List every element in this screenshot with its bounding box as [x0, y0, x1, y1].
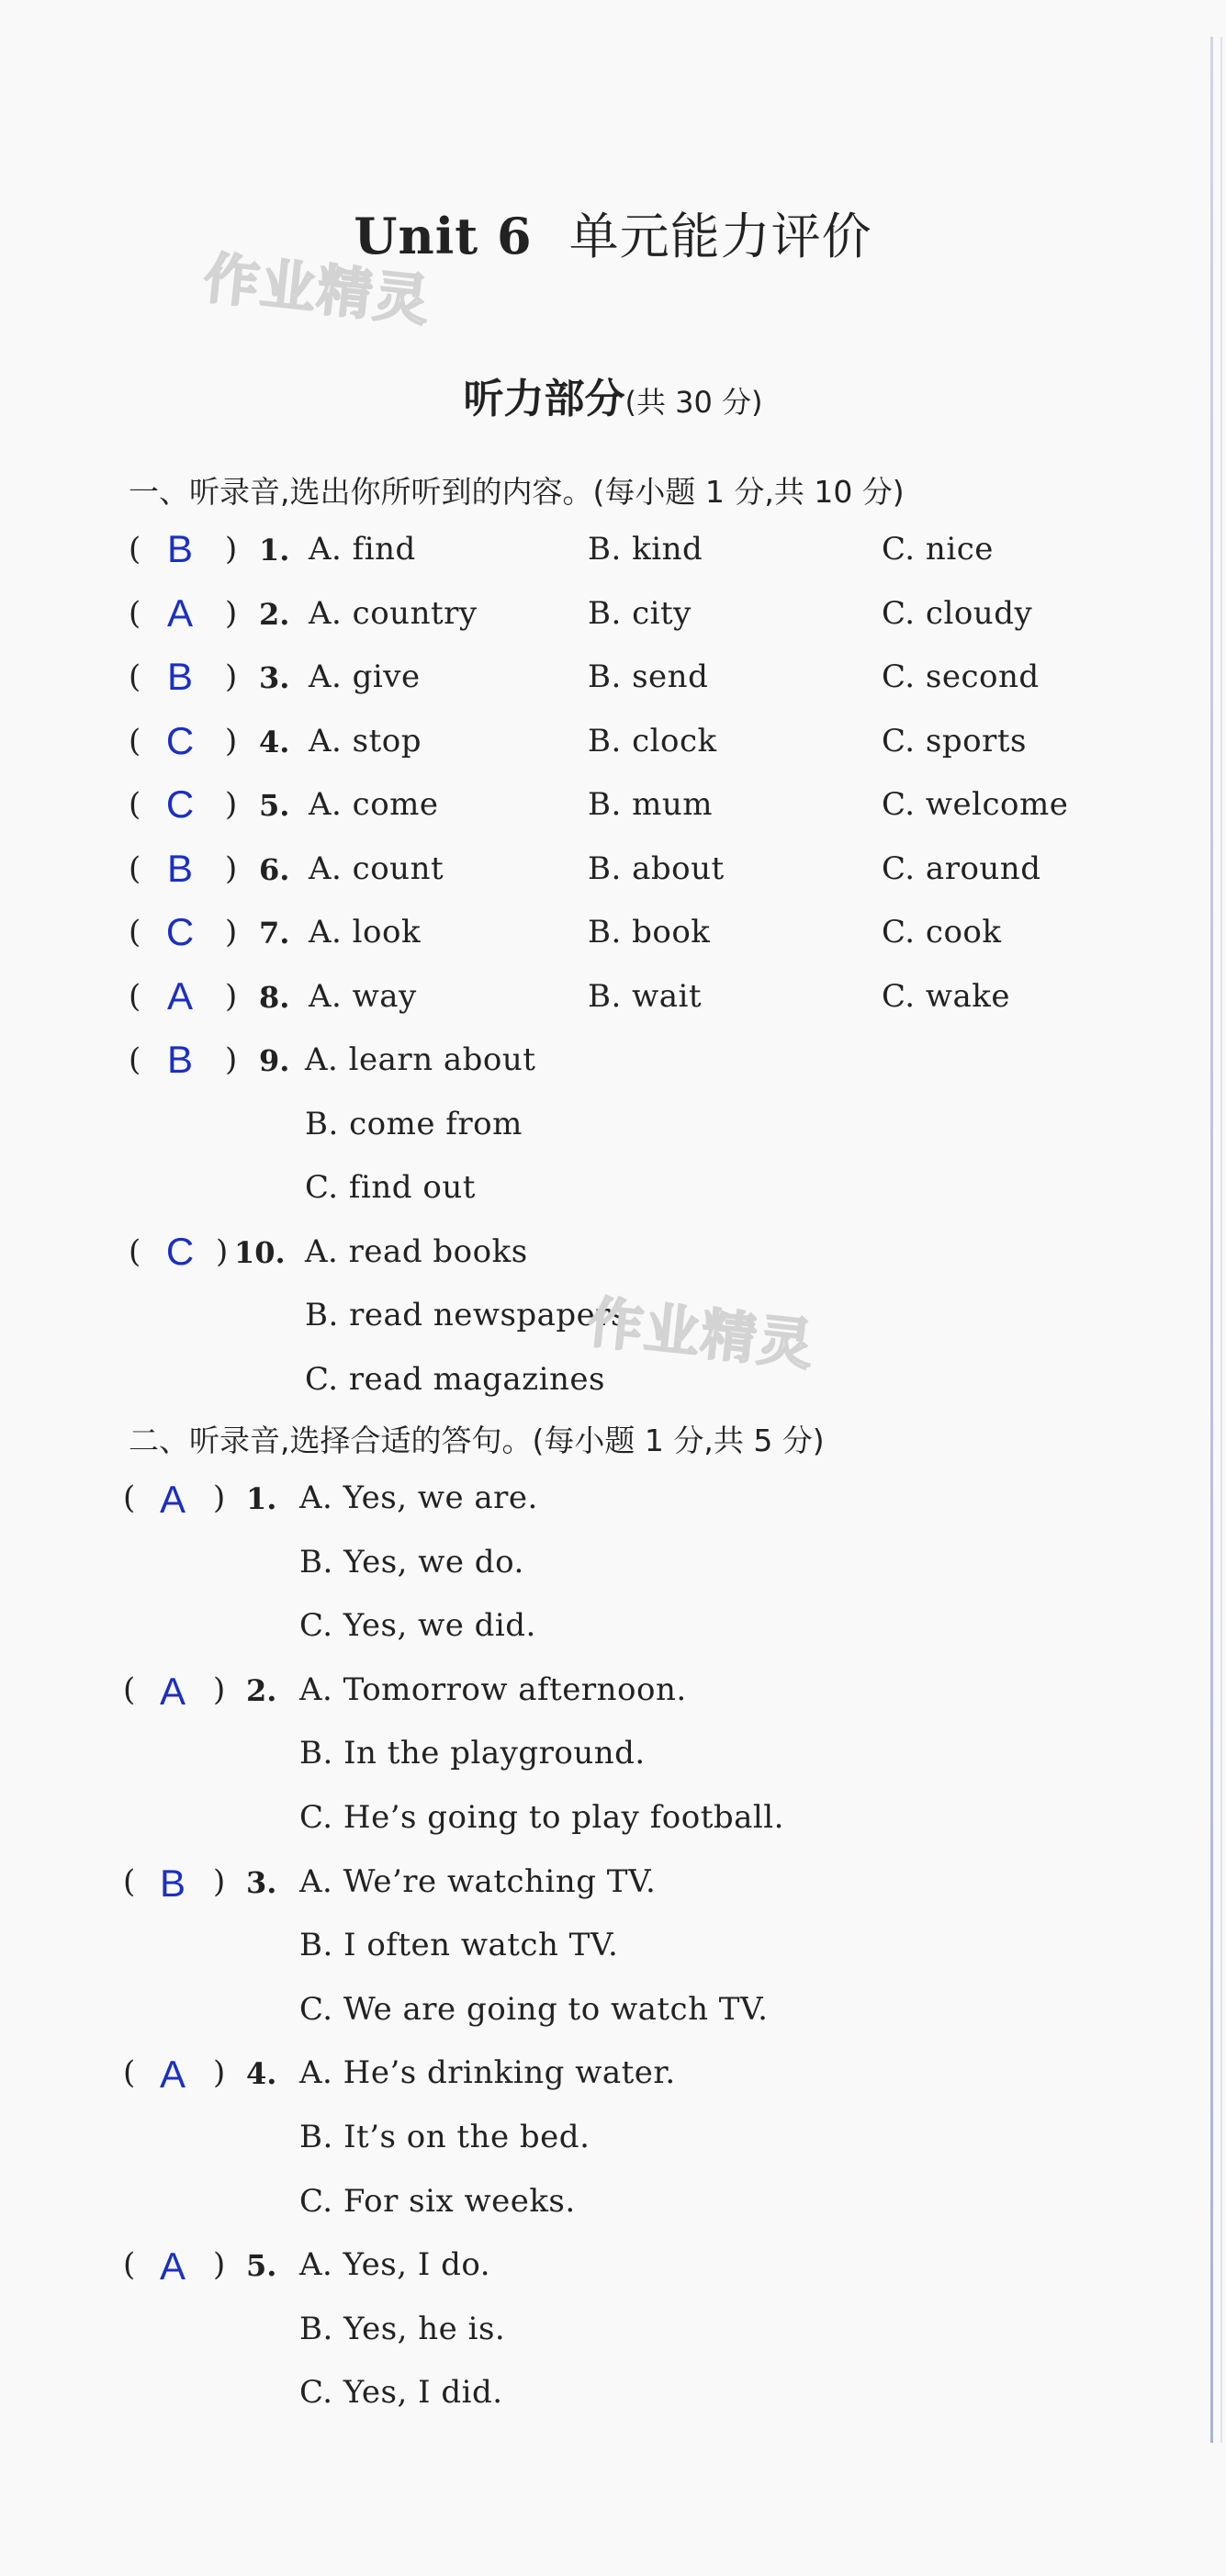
answer-mark: C — [165, 782, 195, 826]
question-number: 3. — [259, 660, 290, 695]
question-number: 2. — [259, 596, 290, 632]
answer-mark: B — [159, 1861, 186, 1905]
option-a: A. give — [309, 658, 421, 695]
section2-heading: 二、听录音,选择合适的答句。(每小题 1 分,共 5 分) — [129, 1423, 825, 1458]
question-number: 1. — [246, 1481, 277, 1516]
option-c: C. cook — [882, 914, 1002, 951]
option-c: C. He’s going to play football. — [299, 1799, 784, 1836]
option-b: B. book — [588, 914, 711, 951]
option-a: A. We’re watching TV. — [299, 1862, 657, 1900]
option-c: C. Yes, I did. — [299, 2374, 503, 2412]
question-number: 9. — [259, 1043, 290, 1078]
option-b: B. wait — [588, 977, 703, 1015]
option-c: C. welcome — [882, 786, 1069, 823]
option-a: A. Yes, we are. — [299, 1479, 538, 1516]
open-paren: ( — [129, 1232, 141, 1270]
answer-mark: A — [166, 973, 193, 1018]
option-a: A. find — [309, 531, 416, 568]
answer-mark: A — [159, 1669, 186, 1713]
open-paren: ( — [129, 977, 141, 1015]
answer-mark: B — [166, 655, 193, 698]
open-paren: ( — [129, 1041, 141, 1078]
option-c: C. around — [882, 849, 1041, 887]
question-number: 10. — [234, 1234, 286, 1270]
option-a: A. way — [309, 977, 417, 1015]
open-paren: ( — [129, 849, 141, 887]
section-title-main: 听力部分 — [463, 376, 625, 422]
answer-mark: B — [166, 527, 193, 570]
question-number: 7. — [259, 916, 290, 951]
answer-mark: C — [165, 718, 195, 762]
close-paren: ) — [213, 1479, 226, 1516]
section1-heading: 一、听录音,选出你所听到的内容。(每小题 1 分,共 10 分) — [129, 474, 905, 510]
close-paren: ) — [225, 786, 238, 823]
open-paren: ( — [129, 658, 141, 695]
option-c: C. sports — [882, 722, 1027, 759]
option-a: A. country — [309, 594, 478, 632]
answer-mark: A — [159, 1478, 186, 1521]
close-paren: ) — [225, 977, 238, 1015]
option-b: B. about — [588, 849, 725, 887]
answer-mark: A — [166, 591, 193, 635]
option-c: C. For six weeks. — [299, 2182, 576, 2220]
option-a: A. Tomorrow afternoon. — [299, 1670, 687, 1708]
close-paren: ) — [213, 2246, 226, 2284]
option-c: C. read magazines — [305, 1360, 605, 1398]
close-paren: ) — [213, 1670, 226, 1708]
section-title-score: (共 30 分) — [624, 385, 763, 420]
close-paren: ) — [225, 658, 238, 695]
close-paren: ) — [213, 2054, 226, 2092]
answer-mark: B — [166, 846, 193, 890]
open-paren: ( — [129, 594, 141, 632]
close-paren: ) — [213, 1862, 226, 1900]
option-c: C. find out — [305, 1169, 476, 1206]
watermark-2: 作业精灵 — [584, 1290, 818, 1378]
section-title — [0, 366, 1226, 424]
unit-title — [0, 197, 1226, 268]
question-number: 5. — [246, 2248, 277, 2284]
question-number: 8. — [259, 979, 290, 1015]
option-a: A. come — [309, 786, 439, 823]
close-paren: ) — [225, 722, 238, 759]
option-b: B. Yes, we do. — [299, 1543, 524, 1580]
option-c: C. We are going to watch TV. — [299, 1990, 769, 2028]
open-paren: ( — [129, 531, 141, 568]
option-a: A. read books — [305, 1232, 528, 1270]
unit-title-cn: 单元能力评价 — [568, 208, 872, 265]
option-b: B. read newspapers — [305, 1297, 628, 1333]
option-b: B. clock — [588, 722, 717, 759]
option-a: A. look — [309, 914, 422, 951]
option-c: C. Yes, we did. — [299, 1607, 536, 1645]
close-paren: ) — [225, 914, 238, 951]
option-b: B. It’s on the bed. — [299, 2119, 591, 2155]
option-b: B. I often watch TV. — [299, 1927, 619, 1964]
option-b: B. send — [588, 658, 709, 695]
question-number: 6. — [259, 851, 290, 887]
option-c: C. nice — [882, 531, 994, 568]
open-paren: ( — [123, 2246, 136, 2284]
question-number: 5. — [259, 788, 290, 823]
option-a: A. learn about — [305, 1041, 536, 1078]
close-paren: ) — [225, 1041, 238, 1078]
answer-mark: A — [159, 2053, 186, 2097]
answer-mark: A — [159, 2244, 186, 2289]
option-b: B. mum — [588, 786, 713, 823]
question-number: 1. — [259, 533, 290, 568]
option-c: C. wake — [882, 977, 1011, 1015]
question-number: 3. — [246, 1864, 277, 1900]
option-b: B. kind — [588, 531, 703, 568]
close-paren: ) — [216, 1232, 229, 1270]
option-c: C. cloudy — [882, 594, 1033, 632]
option-b: B. Yes, he is. — [299, 2310, 506, 2347]
close-paren: ) — [225, 849, 238, 887]
option-a: A. stop — [309, 722, 422, 759]
answer-mark: C — [165, 910, 195, 953]
option-b: B. come from — [305, 1105, 523, 1142]
watermark: 作业精灵 — [200, 246, 434, 334]
answer-mark: B — [166, 1038, 193, 1081]
close-paren: ) — [225, 531, 238, 568]
open-paren: ( — [129, 914, 141, 951]
open-paren: ( — [123, 1670, 136, 1708]
question-number: 4. — [259, 724, 290, 759]
unit-title-en: Unit 6 — [354, 207, 533, 265]
open-paren: ( — [123, 2054, 136, 2092]
option-a: A. Yes, I do. — [299, 2246, 491, 2284]
question-number: 2. — [246, 1672, 277, 1708]
option-c: C. second — [882, 658, 1040, 695]
open-paren: ( — [129, 722, 141, 759]
open-paren: ( — [123, 1479, 136, 1516]
open-paren: ( — [129, 786, 141, 823]
close-paren: ) — [225, 594, 238, 632]
option-a: A. He’s drinking water. — [299, 2054, 676, 2092]
option-b: B. In the playground. — [299, 1735, 646, 1772]
answer-mark: C — [165, 1229, 195, 1273]
question-number: 4. — [246, 2056, 277, 2092]
option-b: B. city — [588, 594, 692, 632]
open-paren: ( — [123, 1862, 136, 1900]
option-a: A. count — [309, 849, 444, 887]
